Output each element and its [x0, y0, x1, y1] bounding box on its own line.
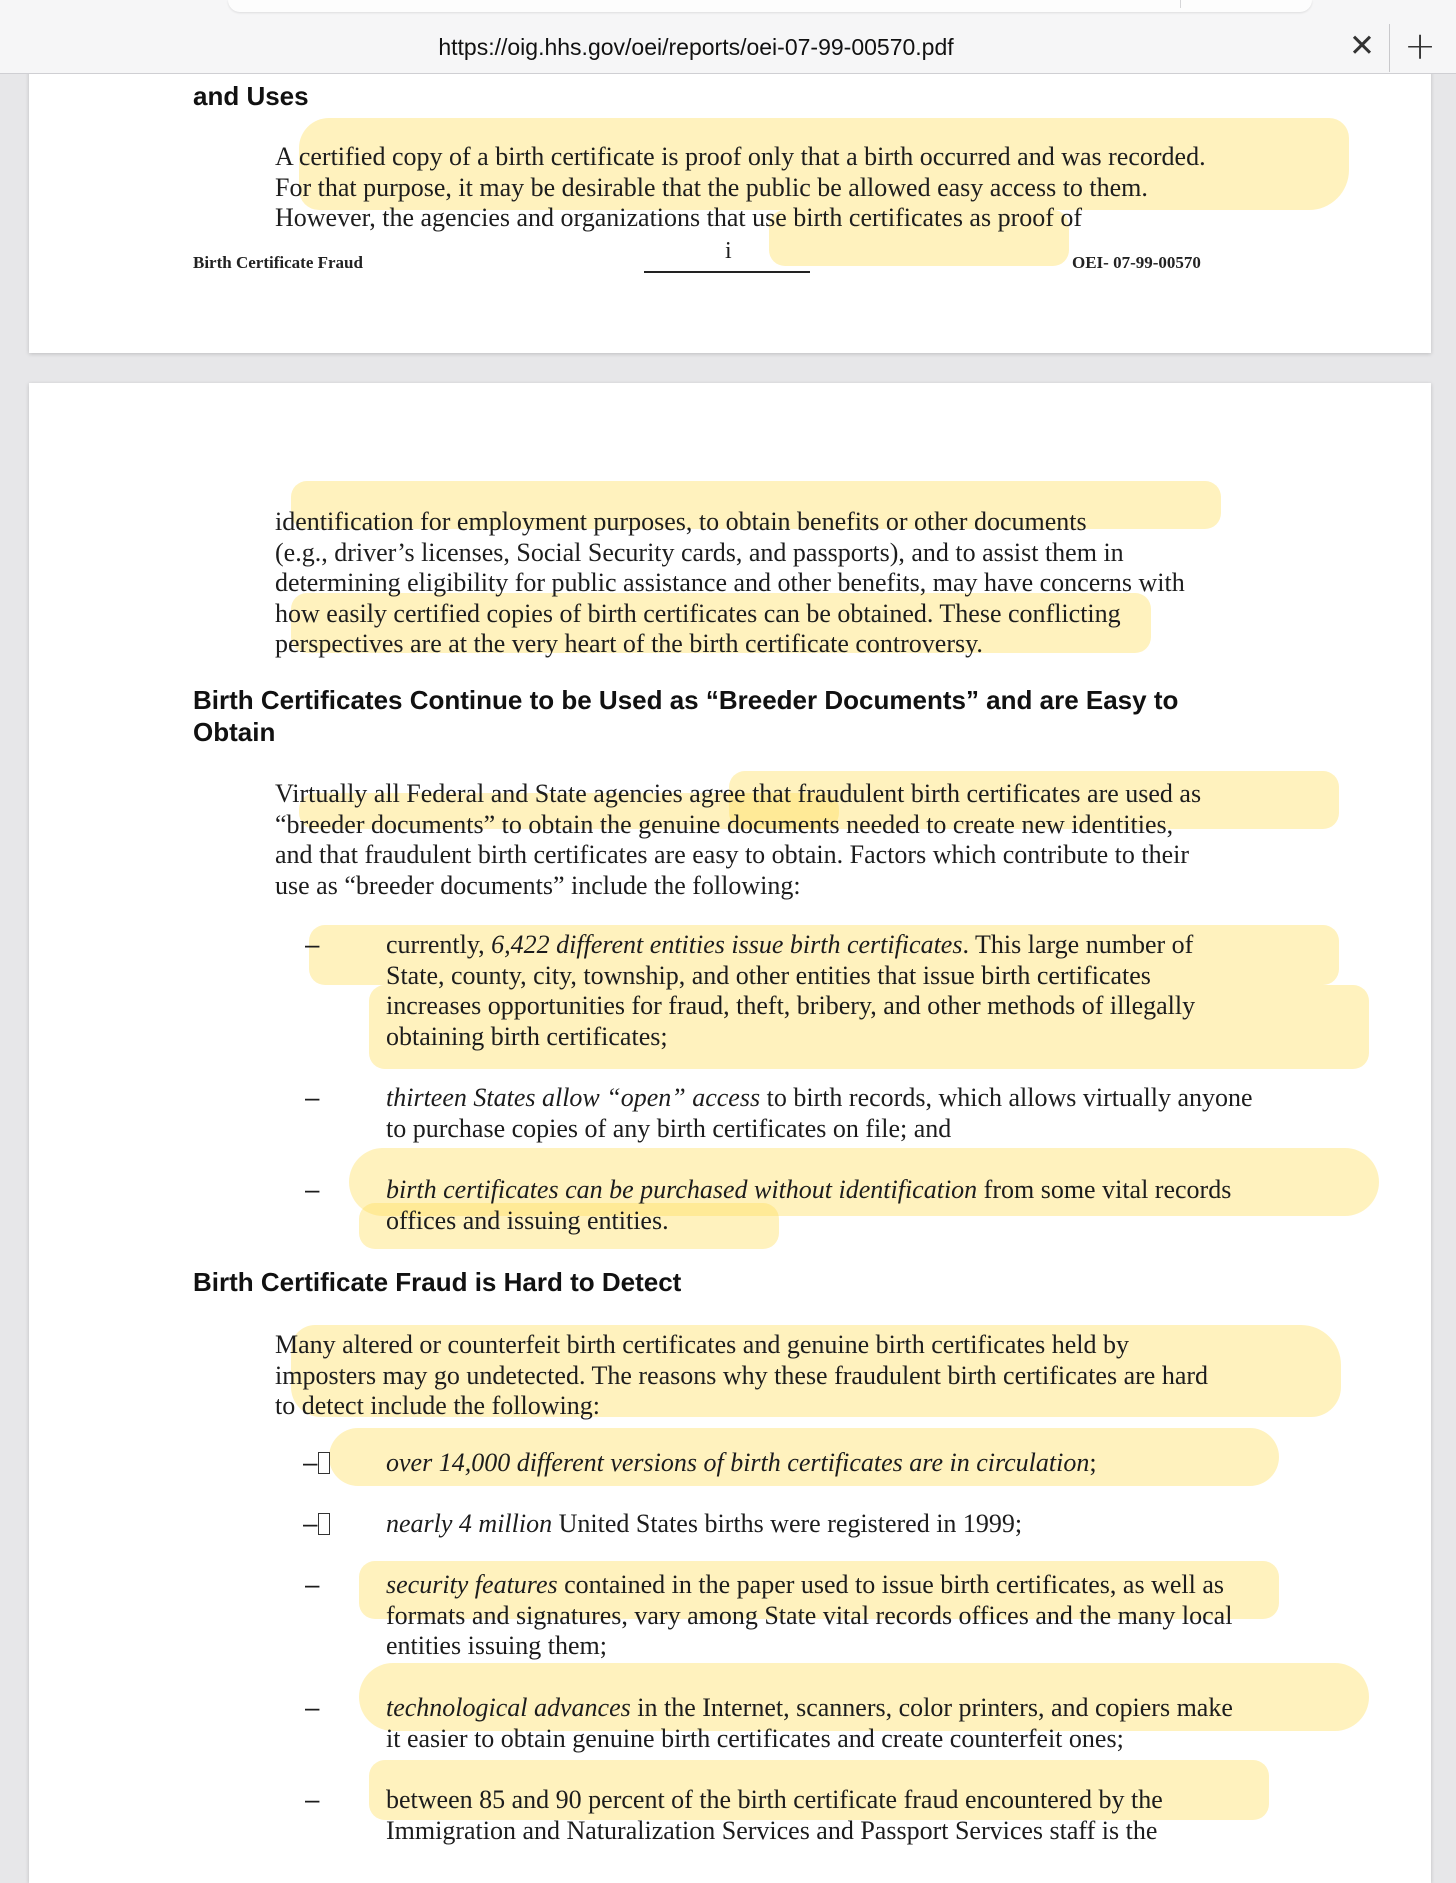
text-line: Immigration and Naturalization Services and Passport Services staff is the	[386, 1815, 1158, 1845]
text-line: For that purpose, it may be desirable that the public be allowed easy access to them.	[275, 172, 1148, 202]
toolbar-divider	[1389, 24, 1390, 72]
bullet-item	[386, 1448, 1097, 1479]
dash-glyph: –	[303, 1447, 318, 1477]
text-line: formats and signatures, vary among State vital records offices and the many local	[386, 1600, 1233, 1630]
bullet-dash: –	[305, 929, 320, 959]
bullet-item	[386, 1693, 1233, 1754]
text-run: in the Internet, scanners, color printers, and copiers make	[630, 1693, 1233, 1722]
close-icon[interactable]: ✕	[1349, 28, 1375, 64]
url-display[interactable]: https://oig.hhs.gov/oei/reports/oei-07-99-00570.pdf	[438, 34, 954, 60]
browser-toolbar	[0, 0, 1456, 74]
text-line	[386, 1509, 1022, 1540]
add-tab-icon[interactable]: +	[1404, 24, 1436, 68]
text-line	[386, 1448, 1097, 1479]
text-run: contained in the paper used to issue birth certificates, as well as	[557, 1570, 1224, 1599]
emphasis: thirteen States allow “open” access	[386, 1083, 761, 1112]
page-number-rule	[644, 271, 810, 273]
heading-line: Birth Certificates Continue to be Used as “Breeder Documents” and are Easy to	[193, 685, 1179, 715]
pdf-page-2	[29, 383, 1431, 1883]
text-run: currently,	[386, 930, 492, 959]
bullet-item	[386, 1175, 1231, 1236]
text-run: United States births were registered in 1999;	[552, 1509, 1023, 1538]
text-line: use as “breeder documents” include the following:	[275, 870, 801, 900]
emphasis: over 14,000 different versions of birth certificates are in circulation	[386, 1448, 1090, 1477]
paragraph	[275, 1330, 1208, 1422]
section-heading-detect: Birth Certificate Fraud is Hard to Detect	[193, 1267, 682, 1297]
text-run: to birth records, which allows virtually anyone	[760, 1083, 1253, 1112]
text-run: . This large number of	[962, 930, 1194, 959]
emphasis: birth certificates can be purchased without identification	[386, 1175, 978, 1204]
text-line: between 85 and 90 percent of the birth certificate fraud encountered by the	[386, 1785, 1163, 1814]
emphasis: 6,422 different entities issue birth certificates	[491, 930, 963, 959]
paragraph	[275, 779, 1201, 901]
text-line: and that fraudulent birth certificates are easy to obtain. Factors which contribute to their	[275, 840, 1190, 869]
heading-line: Obtain	[193, 717, 276, 747]
missing-glyph-icon	[318, 1452, 330, 1474]
text-line	[386, 1570, 1232, 1601]
bullet-dash: –	[305, 1569, 320, 1599]
section-heading-breeder	[193, 684, 1178, 748]
text-run: from some vital records	[977, 1175, 1232, 1204]
missing-glyph-icon	[318, 1513, 330, 1535]
bullet-item	[386, 1509, 1022, 1540]
text-line: to purchase copies of any birth certificates on file; and	[386, 1113, 952, 1143]
text-line	[386, 1693, 1233, 1724]
text-line: offices and issuing entities.	[386, 1205, 669, 1235]
emphasis: security features	[386, 1570, 558, 1599]
text-line: “breeder documents” to obtain the genuine documents needed to create new identities,	[275, 809, 1174, 839]
text-run: ;	[1089, 1448, 1097, 1477]
bullet-item	[386, 930, 1195, 1052]
text-line: determining eligibility for public assistance and other benefits, may have concerns with	[275, 568, 1185, 597]
bullet-dash: –	[305, 1174, 320, 1204]
text-line: A certified copy of a birth certificate is proof only that a birth occurred and was recorded.	[275, 142, 1206, 171]
dash-glyph: –	[303, 1508, 318, 1538]
text-line: Virtually all Federal and State agencies agree that fraudulent birth certificates are used as	[275, 779, 1202, 808]
bullet-dash: –	[305, 1784, 320, 1814]
tab-strip	[228, 0, 1312, 12]
text-line: imposters may go undetected. The reasons why these fraudulent birth certificates are hard	[275, 1360, 1209, 1390]
tab-divider	[1180, 0, 1181, 8]
text-line: increases opportunities for fraud, theft, bribery, and other methods of illegally	[386, 991, 1196, 1020]
bullet-item	[386, 1785, 1163, 1846]
text-line: obtaining birth certificates;	[386, 1021, 668, 1051]
bullet-item	[386, 1570, 1232, 1662]
text-line: State, county, city, township, and other entities that issue birth certificates	[386, 960, 1151, 990]
bullet-dash	[303, 1447, 330, 1478]
intro-paragraph	[275, 507, 1185, 660]
text-line: perspectives are at the very heart of the birth certificate controversy.	[275, 629, 983, 658]
section-heading-tail: and Uses	[193, 81, 309, 111]
bullet-dash: –	[305, 1692, 320, 1722]
text-line: However, the agencies and organizations that use birth certificates as proof of	[275, 203, 1083, 232]
text-line: it easier to obtain genuine birth certificates and create counterfeit ones;	[386, 1723, 1124, 1753]
bullet-dash	[303, 1508, 330, 1539]
text-line: (e.g., driver’s licenses, Social Security cards, and passports), and to assist them in	[275, 537, 1124, 567]
text-line: identification for employment purposes, to obtain benefits or other documents	[275, 507, 1087, 536]
page-number: i	[725, 238, 732, 264]
bullet-dash: –	[305, 1082, 320, 1112]
text-line	[386, 1083, 1253, 1114]
text-line: to detect include the following:	[275, 1391, 600, 1420]
emphasis: technological advances	[386, 1693, 631, 1722]
emphasis: nearly 4 million	[386, 1509, 553, 1538]
text-line: how easily certified copies of birth certificates can be obtained. These conflicting	[275, 598, 1121, 628]
text-line	[386, 1175, 1231, 1206]
text-line	[386, 930, 1195, 961]
paragraph	[275, 142, 1206, 234]
text-line: Many altered or counterfeit birth certificates and genuine birth certificates held by	[275, 1330, 1130, 1359]
footer-right: OEI- 07-99-00570	[1072, 253, 1201, 272]
text-line: entities issuing them;	[386, 1631, 607, 1660]
footer-left: Birth Certificate Fraud	[193, 253, 363, 272]
bullet-item	[386, 1083, 1253, 1144]
